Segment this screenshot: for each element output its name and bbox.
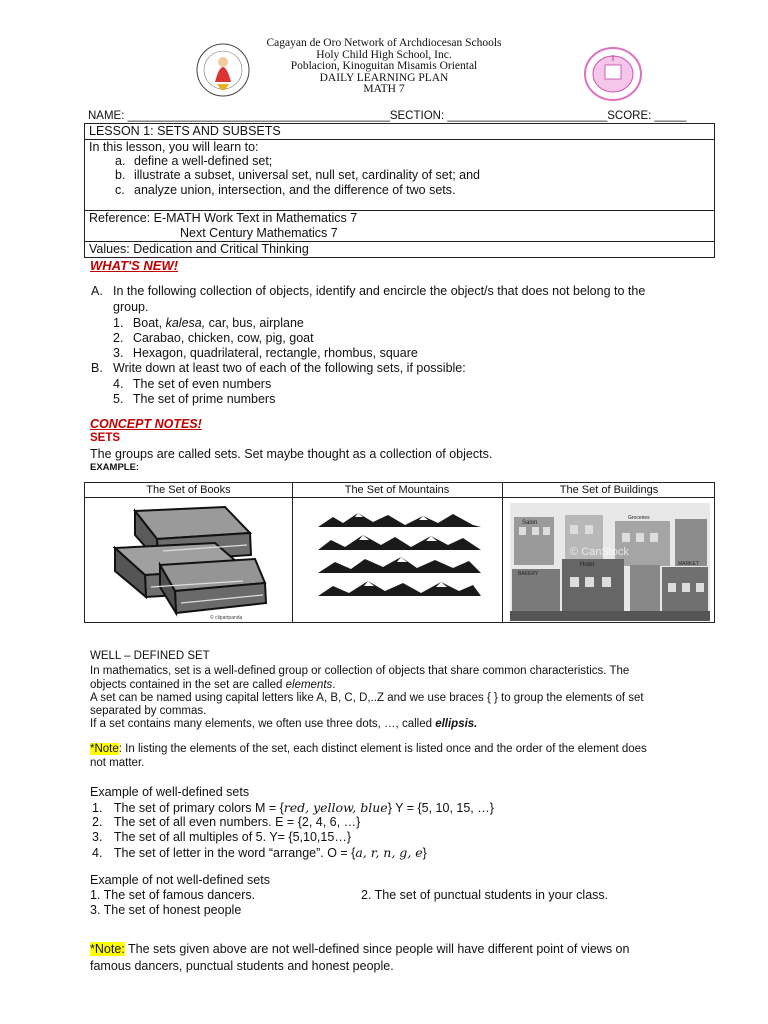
list-item: 4. The set of even numbers	[113, 377, 272, 391]
note2-paragraph-cont: famous dancers, punctual students and honest people.	[90, 959, 394, 973]
objective-marker: b.	[115, 168, 126, 182]
instruction-b-text: Write down at least two of each of the following sets, if possible:	[113, 361, 466, 375]
student-info-line: NAME: _________________________________________SECTION: _________________________SCORE: _____	[88, 110, 687, 122]
objective-marker: a.	[115, 154, 126, 168]
instruction-a-text-cont: group.	[113, 300, 149, 314]
building-sign: Hotel	[580, 562, 595, 568]
books-illustration	[105, 503, 275, 621]
paragraph-line: separated by commas.	[90, 705, 207, 717]
note-label: *Note:	[90, 942, 125, 956]
paragraph-line: If a set contains many elements, we often use three dots, …, called ellipsis.	[90, 718, 478, 730]
instruction-b-marker: B.	[91, 361, 103, 375]
list-item: 2. Carabao, chicken, cow, pig, goat	[113, 331, 314, 345]
list-item: 2. The set of punctual students in your class.	[361, 888, 609, 902]
objective-text: define a well-defined set;	[134, 154, 273, 168]
objective-marker: c.	[115, 183, 125, 197]
list-item: 2. The set of all even numbers. E = {2, 4, 6, …}	[92, 815, 361, 829]
building-sign: Salon	[522, 520, 538, 526]
list-item: 5. The set of prime numbers	[113, 392, 276, 406]
note2-paragraph: *Note: The sets given above are not well-defined since people will have different point of views on	[90, 942, 630, 956]
list-item: 1. Boat, kalesa, car, bus, airplane	[113, 316, 304, 330]
reference-line-2: Next Century Mathematics 7	[180, 226, 338, 240]
note-label: *Note	[90, 743, 119, 755]
note-paragraph: *Note: In listing the elements of the set, each distinct element is listed once and the order of the element does	[90, 743, 647, 755]
objective-text: analyze union, intersection, and the difference of two sets.	[134, 183, 456, 197]
objective-text: illustrate a subset, universal set, null set, cardinality of set; and	[134, 168, 481, 182]
table-header-buildings: The Set of Buildings	[559, 484, 659, 496]
reference-line: Reference: E-MATH Work Text in Mathematics 7	[89, 211, 358, 225]
mountains-illustration	[313, 507, 485, 617]
school-name: Holy Child High School, Inc.	[316, 48, 452, 61]
book-caption: © clipartpanda	[210, 615, 243, 621]
buildings-illustration	[510, 503, 710, 621]
list-item: 1. The set of famous dancers.	[90, 888, 256, 902]
concept-notes-heading: CONCEPT NOTES!	[90, 417, 202, 431]
instruction-a-text: In the following collection of objects, identify and encircle the object/s that does not belong to the	[113, 284, 646, 298]
building-sign: Groceries	[628, 515, 650, 521]
table-header-mountains: The Set of Mountains	[344, 484, 450, 496]
building-sign: MARKET	[678, 561, 699, 567]
table-header-books: The Set of Books	[146, 484, 231, 496]
lesson-box	[84, 123, 715, 258]
example-label: EXAMPLE:	[90, 462, 140, 473]
lesson-title: LESSON 1: SETS AND SUBSETS	[89, 124, 281, 138]
values-line: Values: Dedication and Critical Thinking	[89, 242, 309, 256]
school-address: Poblacion, Kinoguitan Misamis Oriental	[290, 60, 478, 72]
sets-label: SETS	[90, 432, 121, 444]
not-examples-heading: Example of not well-defined sets	[90, 873, 270, 887]
example-sets-table	[84, 482, 715, 623]
paragraph-line: objects contained in the set are called elements.	[90, 679, 336, 691]
building-sign: BAKERY	[518, 571, 539, 577]
list-item: 3. The set of all multiples of 5. Y= {5,10,15…}	[92, 830, 351, 844]
subject-title: MATH 7	[363, 83, 405, 95]
well-defined-heading: WELL – DEFINED SET	[90, 650, 210, 662]
plan-title: DAILY LEARNING PLAN	[319, 71, 449, 84]
instruction-a-marker: A.	[91, 284, 103, 298]
paragraph-line: A set can be named using capital letters like A, B, C, D,..Z and we use braces { } to group the elements of set	[90, 692, 644, 704]
sets-definition: The groups are called sets. Set maybe thought as a collection of objects.	[90, 447, 493, 461]
list-item: 1. The set of primary colors M = {red, yellow, blue} Y = {5, 10, 15, …}	[92, 800, 494, 815]
list-item: 3. Hexagon, quadrilateral, rectangle, rhombus, square	[113, 346, 418, 360]
whats-new-heading: WHAT'S NEW!	[90, 258, 179, 273]
note-paragraph-cont: not matter.	[90, 757, 145, 769]
list-item: 4. The set of letter in the word “arrange”. O = {a, r, n, g, e}	[92, 845, 427, 860]
list-item: 3. The set of honest people	[90, 903, 242, 917]
paragraph-line: In mathematics, set is a well-defined group or collection of objects that share common characteristics. The	[90, 665, 630, 677]
examples-heading: Example of well-defined sets	[90, 785, 250, 799]
document-header	[0, 38, 768, 96]
lesson-intro: In this lesson, you will learn to:	[89, 140, 259, 154]
building-watermark: © CanStock	[570, 546, 629, 558]
network-name: Cagayan de Oro Network of Archdiocesan Schools	[266, 37, 502, 49]
